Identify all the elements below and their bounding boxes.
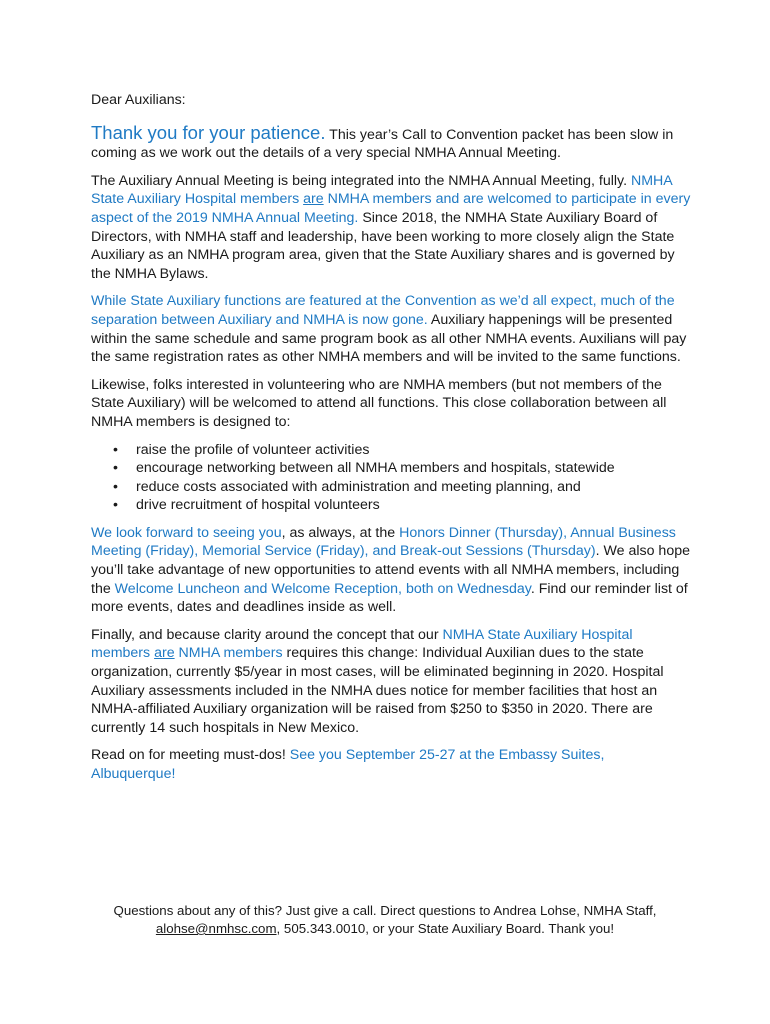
bullet-marker: • (113, 460, 118, 477)
list-item (113, 478, 691, 497)
list-item-text: reduce costs associated with administration and meeting planning, and (136, 478, 581, 495)
list-item (113, 459, 691, 478)
bullet-marker: • (113, 497, 118, 514)
integration-text: Since 2018, the NMHA State Auxiliary Board of Directors, with NMHA staff and leadership, have been working to more closely align the State Auxiliary as an NMHA program area, given that the State Auxiliary shares and is governed by the NMHA Bylaws. (91, 209, 675, 282)
salutation: Dear Auxilians: (91, 92, 186, 108)
events-highlight-welcome: Welcome Luncheon and Welcome Reception, both on Wednesday (114, 580, 531, 597)
patience-text: This year’s Call to Convention packet has been slow in coming as we work out the details of a very special NMHA Annual Meeting. (91, 126, 674, 162)
paragraph-functions (91, 292, 691, 366)
events-text-1: , as always, at the (281, 524, 400, 541)
footer-note (60, 902, 710, 938)
events-highlight-intro: We look forward to seeing you (91, 524, 282, 541)
dues-highlight-2: NMHA members (174, 645, 283, 662)
integration-highlight-2: NMHA members and are welcomed to participate in every aspect of the 2019 NMHA Annual Meeting. (91, 191, 691, 226)
bullet-marker: • (113, 441, 118, 458)
paragraph-dues (91, 626, 691, 738)
patience-heading: Thank you for your patience. (91, 121, 326, 143)
paragraph-integration (91, 172, 691, 284)
dues-intro: Finally, and because clarity around the concept that our (91, 626, 443, 643)
dues-text: requires this change: Individual Auxilian dues to the state organization, currently $5/year in most cases, will be eliminated beginning in 2020. Hospital Auxiliary assessments included in the NMHA dues notice for member facilities that host an NMHA-affiliated Auxiliary organization will be raised from $250 to $350 in 2020. There are currently 14 such hospitals in New Mexico. (91, 645, 664, 736)
goals-list (91, 441, 691, 515)
integration-intro: The Auxiliary Annual Meeting is being integrated into the NMHA Annual Meeting, fully. (91, 172, 631, 189)
list-item-text: encourage networking between all NMHA members and hospitals, statewide (136, 460, 615, 477)
footer-email-link[interactable]: alohse@nmhsc.com (155, 921, 277, 936)
events-text-2: . We also hope you’ll take advantage of new opportunities to attend events with all NMHA members, including the (91, 543, 690, 597)
dues-highlight-1: NMHA State Auxiliary Hospital members (91, 626, 633, 662)
list-item (113, 496, 691, 515)
paragraph-events (91, 524, 691, 617)
letter-body (91, 91, 691, 793)
bullet-marker: • (113, 478, 118, 495)
functions-text: Auxiliary happenings will be presented within the same schedule and same program book as all other NMHA events. Auxilians will pay the same registration rates as other NMHA members and will be invited to the same functions. (91, 311, 687, 366)
closing-highlight: See you September 25-27 at the Embassy Suites, Albuquerque! (91, 747, 605, 782)
list-item-text: drive recruitment of hospital volunteers (136, 497, 380, 514)
list-item (113, 441, 691, 460)
events-highlight-list: Honors Dinner (Thursday), Annual Business Meeting (Friday), Memorial Service (Friday), and Break-out Sessions (Thursday) (91, 524, 676, 560)
paragraph-patience (91, 122, 691, 163)
closing-text: Read on for meeting must-dos! (91, 747, 290, 764)
paragraph-closing (91, 746, 691, 783)
footer-line-1: Questions about any of this? Just give a call. Direct questions to Andrea Lohse, NMHA Staff, (113, 903, 657, 918)
dues-highlight-are: are (154, 645, 175, 662)
footer-line-2: , 505.343.0010, or your State Auxiliary Board. Thank you! (276, 921, 615, 936)
functions-highlight: While State Auxiliary functions are featured at the Convention as we’d all expect, much of the separation between Auxiliary and NMHA is now gone. (91, 293, 675, 328)
integration-highlight-1: NMHA State Auxiliary Hospital members (91, 172, 672, 208)
events-text-3: . Find our reminder list of more events, dates and deadlines inside as well. (91, 580, 688, 616)
integration-highlight-are: are (303, 191, 324, 208)
list-item-text: raise the profile of volunteer activities (136, 441, 370, 458)
paragraph-volunteering: Likewise, folks interested in volunteering who are NMHA members (but not members of the State Auxiliary) will be welcomed to attend all functions. This close collaboration between all NMHA members is designed to: (91, 376, 667, 430)
